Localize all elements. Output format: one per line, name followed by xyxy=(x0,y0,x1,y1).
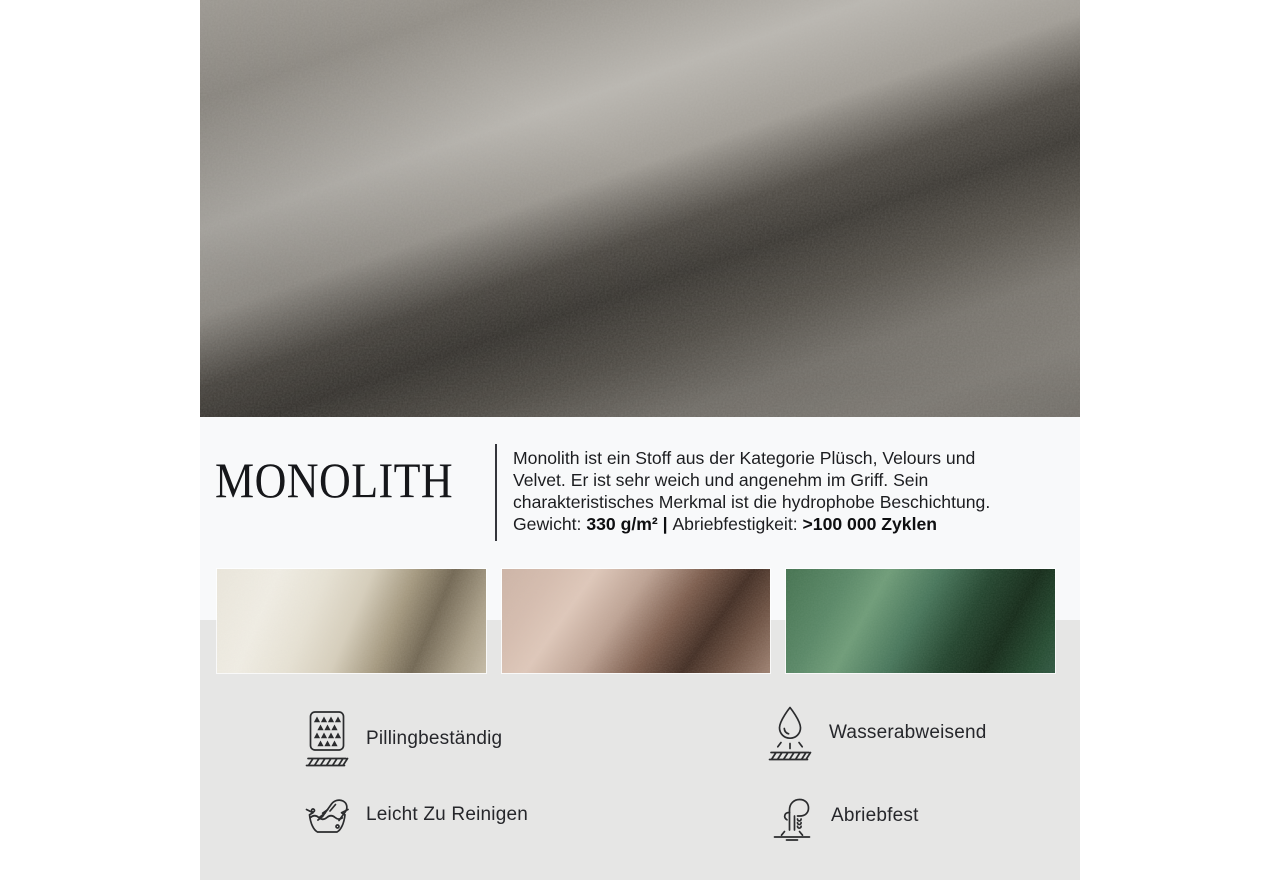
abrasion-label: Abriebfestigkeit: xyxy=(672,513,803,534)
abrasion-resistant-icon xyxy=(766,791,818,841)
weight-value: 330 g/m² | xyxy=(586,513,673,534)
easy-clean-icon xyxy=(301,790,353,840)
abrasion-value: >100 000 Zyklen xyxy=(802,513,938,534)
hero-fabric-image xyxy=(200,0,1080,417)
fabric-texture-overlay xyxy=(786,569,1055,673)
feature-abrasion-resistant xyxy=(766,790,919,842)
feature-label: Wasserabweisend xyxy=(829,722,987,743)
swatch-cream-variant[interactable] xyxy=(217,569,486,673)
fabric-texture-overlay xyxy=(217,569,486,673)
content-column xyxy=(200,0,1080,880)
description-line: Monolith ist ein Stoff aus der Kategorie Plüsch, Velours und xyxy=(513,448,976,468)
product-description xyxy=(513,448,1079,536)
pilling-resistant-icon xyxy=(301,710,353,768)
swatch-green-variant[interactable] xyxy=(786,569,1055,673)
swatch-row xyxy=(217,569,1055,673)
description-line: charakteristisches Merkmal ist die hydrophobe Beschichtung. xyxy=(513,491,991,512)
feature-label: Pillingbeständig xyxy=(366,728,503,749)
feature-pilling-resistant xyxy=(301,708,502,770)
feature-label: Leicht Zu Reinigen xyxy=(366,804,529,825)
spec-line xyxy=(513,514,1079,536)
feature-easy-clean xyxy=(301,786,528,844)
water-repellent-icon xyxy=(764,704,816,762)
fabric-texture-overlay xyxy=(502,569,771,673)
feature-label: Abriebfest xyxy=(831,805,919,826)
product-title: MONOLITH xyxy=(215,452,454,508)
title-divider xyxy=(495,444,497,541)
weight-label: Gewicht: xyxy=(513,513,587,534)
description-line: Velvet. Er ist sehr weich und angenehm im Griff. Sein xyxy=(513,469,929,490)
fabric-texture-overlay xyxy=(200,0,1080,417)
feature-water-repellent xyxy=(764,702,987,764)
swatch-taupe-variant[interactable] xyxy=(502,569,771,673)
